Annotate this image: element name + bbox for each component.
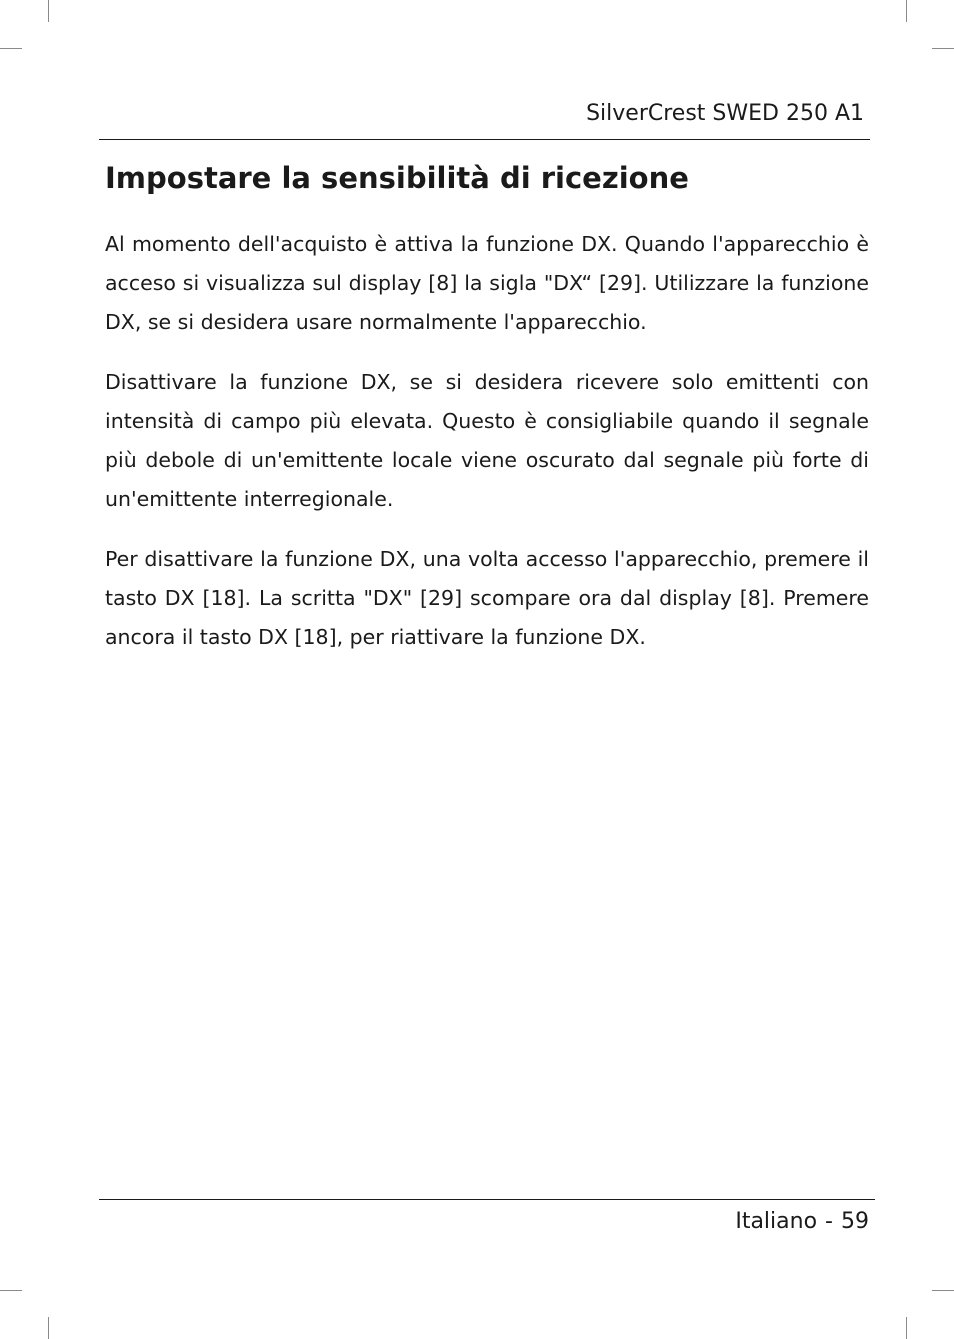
footer-language: Italiano	[735, 1209, 818, 1234]
page-number: 59	[841, 1209, 869, 1234]
crop-mark-bottom-right-vertical	[906, 1317, 907, 1339]
crop-mark-top-left-horizontal	[0, 48, 22, 49]
crop-mark-top-right-horizontal	[932, 48, 954, 49]
section-title: Impostare la sensibilità di ricezione	[105, 161, 689, 195]
crop-mark-top-left-vertical	[48, 0, 49, 22]
crop-mark-bottom-right-horizontal	[932, 1290, 954, 1291]
crop-mark-bottom-left-horizontal	[0, 1290, 22, 1291]
header-divider	[99, 139, 870, 140]
page-footer	[735, 1207, 869, 1237]
crop-mark-bottom-left-vertical	[48, 1317, 49, 1339]
section-body	[105, 225, 869, 678]
footer-separator: -	[825, 1209, 833, 1234]
paragraph-3: Per disattivare la funzione DX, una volta accesso l'apparecchio, premere il tasto DX [18]. La scritta "DX" [29] scompare ora dal display [8]. Premere ancora il tasto DX [18], per riattivare la funzione DX.	[105, 547, 869, 649]
crop-mark-top-right-vertical	[906, 0, 907, 22]
footer-divider	[99, 1199, 875, 1200]
paragraph-2: Disattivare la funzione DX, se si desidera ricevere solo emittenti con intensità di campo più elevata. Questo è consigliabile quando il segnale più debole di un'emittente locale viene oscurato dal segnale più forte di un'emittente interregionale.	[105, 370, 869, 511]
running-header: SilverCrest SWED 250 A1	[586, 101, 864, 126]
paragraph-1: Al momento dell'acquisto è attiva la funzione DX. Quando l'apparecchio è acceso si visualizza sul display [8] la sigla "DX“ [29]. Utilizzare la funzione DX, se si desidera usare normalmente l'apparecchio.	[105, 232, 869, 334]
